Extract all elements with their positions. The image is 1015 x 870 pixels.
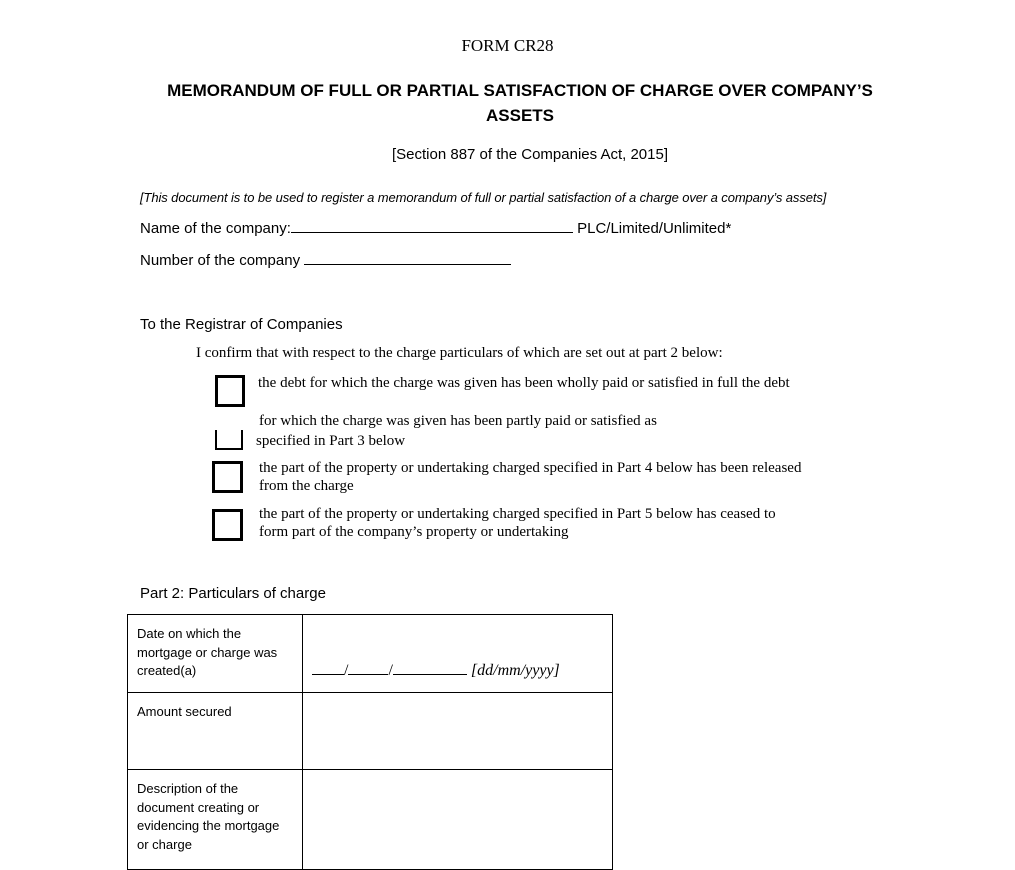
company-name-field[interactable] (291, 220, 573, 233)
amount-secured-field[interactable] (303, 693, 613, 770)
option-property-released-line-1: the part of the property or undertaking charged specified in Part 4 below has been released (259, 460, 802, 476)
usage-note: [This document is to be used to register a memorandum of full or partial satisfaction of a charge over a company’s assets] (140, 190, 827, 205)
checkbox-property-released[interactable] (212, 461, 243, 493)
document-title-line-1: MEMORANDUM OF FULL OR PARTIAL SATISFACTION OF CHARGE OVER COMPANY’S (167, 81, 873, 100)
checkbox-wholly-paid[interactable] (215, 375, 245, 407)
date-created-label: Date on which the mortgage or charge was created(a) (128, 615, 303, 693)
document-title (150, 78, 890, 128)
option-property-released-line-2: from the charge (259, 478, 354, 494)
document-description-field[interactable] (303, 770, 613, 870)
date-separator: / (344, 662, 349, 679)
part2-heading: Part 2: Particulars of charge (140, 585, 326, 602)
table-row-date-created (128, 615, 613, 693)
date-separator: / (388, 662, 393, 679)
table-row-document-description (128, 770, 613, 870)
company-number-label: Number of the company (140, 252, 301, 269)
checkbox-partly-paid[interactable] (215, 430, 243, 450)
option-property-ceased (259, 505, 776, 541)
option-property-released (259, 459, 801, 495)
particulars-table (127, 614, 613, 870)
date-created-cell (303, 615, 613, 693)
amount-secured-label: Amount secured (128, 693, 303, 770)
option-wholly-paid (258, 374, 790, 392)
date-format-hint: [dd/mm/yyyy] (470, 662, 560, 679)
company-name-row (140, 220, 731, 237)
option-partly-paid-line-1: for which the charge was given has been partly paid or satisfied as (259, 413, 657, 429)
option-partly-paid (256, 412, 657, 450)
checkbox-property-ceased[interactable] (212, 509, 243, 541)
option-property-ceased-line-2: form part of the company’s property or undertaking (259, 524, 569, 540)
company-number-field[interactable] (304, 252, 511, 265)
option-property-ceased-line-1: the part of the property or undertaking charged specified in Part 5 below has ceased to (259, 506, 776, 522)
form-number: FORM CR28 (461, 36, 554, 55)
section-reference: [Section 887 of the Companies Act, 2015] (391, 146, 668, 163)
document-description-label: Description of the document creating or evidencing the mortgage or charge (128, 770, 303, 870)
company-type-options: PLC/Limited/Unlimited* (577, 220, 732, 237)
table-row-amount-secured (128, 693, 613, 770)
date-month-field[interactable] (348, 662, 388, 675)
option-wholly-paid-text: the debt for which the charge was given has been wholly paid or satisfied in full the debt (258, 375, 790, 391)
date-year-field[interactable] (393, 662, 467, 675)
document-title-line-2: ASSETS (485, 106, 555, 125)
addressee: To the Registrar of Companies (140, 316, 343, 333)
company-number-row (140, 252, 511, 269)
company-name-label: Name of the company: (140, 220, 291, 237)
option-partly-paid-line-2: specified in Part 3 below (256, 433, 406, 449)
confirmation-intro: I confirm that with respect to the charge particulars of which are set out at part 2 below: (196, 345, 723, 361)
date-day-field[interactable] (312, 662, 344, 675)
date-created-field[interactable] (312, 662, 560, 681)
